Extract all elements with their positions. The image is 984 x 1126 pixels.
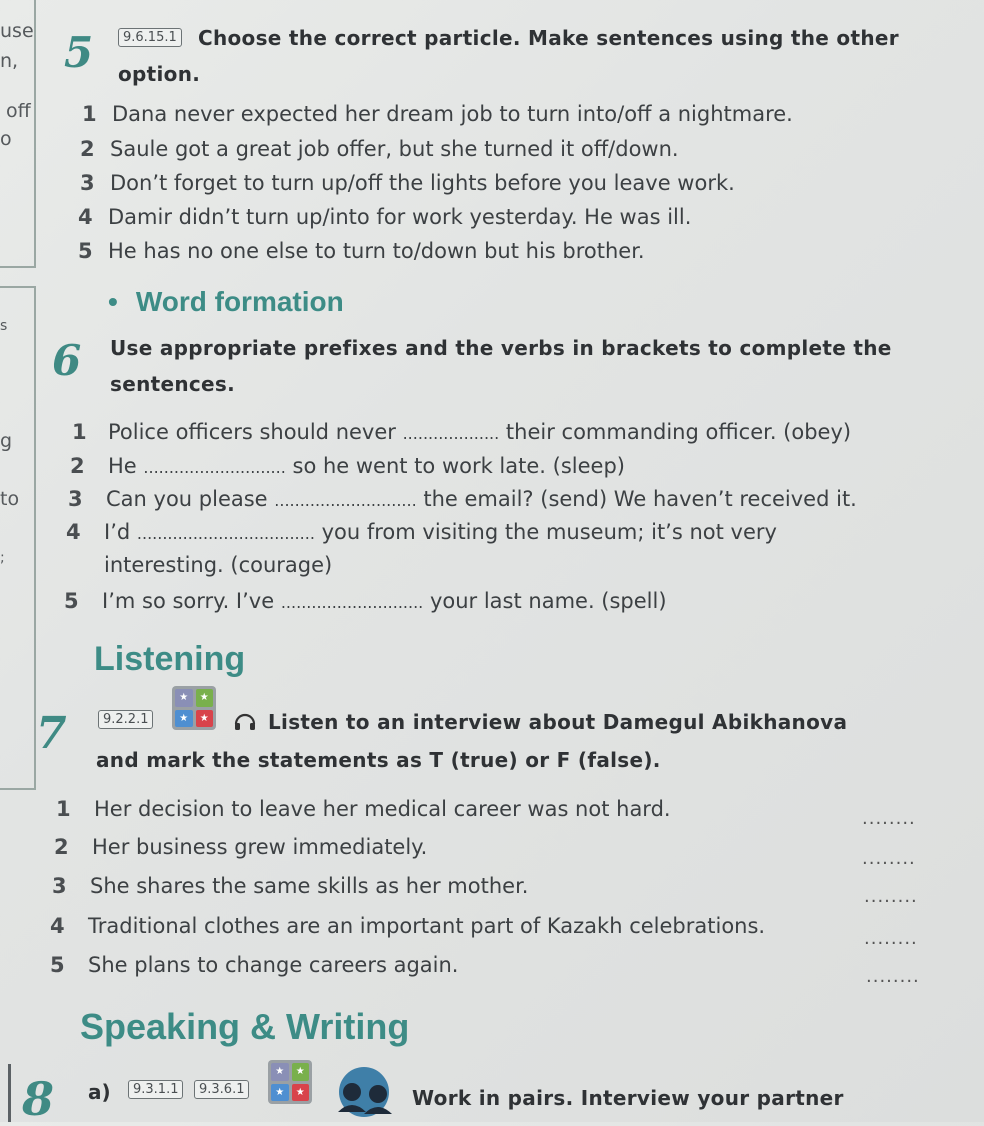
skills-badge: [268, 1060, 312, 1104]
exercise-8-part: a): [88, 1080, 111, 1104]
exercise-5-instruction: Choose the correct particle. Make sentences using the other: [198, 26, 899, 50]
exercise-6-instruction: Use appropriate prefixes and the verbs in brackets to complete the: [110, 336, 892, 360]
exercise-5-item: 2 Saule got a great job offer, but she turned it off/down.: [80, 137, 679, 161]
exercise-7-code: 9.2.2.1: [98, 710, 153, 729]
star-icon: ★: [175, 710, 193, 728]
exercise-5-code: 9.6.15.1: [118, 28, 182, 47]
exercise-7-item: 3 She shares the same skills as her mother.: [52, 874, 529, 898]
skills-badge: [172, 686, 216, 730]
margin-fragment: o: [0, 128, 12, 150]
exercise-6-item: 1 Police officers should never ................... their commanding officer. (obey): [72, 420, 852, 444]
exercise-6-item: 3 Can you please ............................ the email? (send) We haven’t received it.: [68, 487, 857, 511]
star-icon: ★: [292, 1063, 310, 1081]
exercise-8-code-2: 9.3.6.1: [194, 1080, 249, 1099]
answer-blank[interactable]: ........: [862, 808, 916, 829]
exercise-5-number: 5: [64, 28, 94, 77]
word-formation-heading: • Word formation: [108, 286, 344, 317]
star-icon: ★: [175, 689, 193, 707]
margin-fragment: to: [0, 488, 20, 510]
star-icon: ★: [196, 689, 214, 707]
margin-fragment: ;: [0, 550, 5, 566]
margin-fragment: use: [0, 20, 34, 42]
margin-fragment: off: [6, 100, 31, 122]
exercise-6-item: 4 I’d ................................... you from visiting the museum; it’s not very: [66, 520, 777, 544]
answer-blank[interactable]: ........: [866, 966, 920, 987]
exercise-6-item: 5 I’m so sorry. I’ve ............................ your last name. (spell): [64, 589, 667, 613]
exercise-7-item: 5 She plans to change careers again.: [50, 953, 459, 977]
headphones-icon: [232, 708, 258, 734]
star-icon: ★: [292, 1084, 310, 1102]
exercise-7-instruction-cont: and mark the statements as T (true) or F (false).: [96, 748, 661, 772]
exercise-5-item: 3 Don’t forget to turn up/off the lights before you leave work.: [80, 171, 735, 195]
exercise-6-instruction-cont: sentences.: [110, 372, 235, 396]
exercise-5-item: 5 He has no one else to turn to/down but his brother.: [78, 239, 645, 263]
margin-fragment: g: [0, 430, 13, 452]
exercise-6-item-continued: interesting. (courage): [104, 553, 333, 577]
exercise-6-item: 2 He ............................ so he went to work late. (sleep): [70, 454, 625, 478]
listening-heading: Listening: [94, 640, 246, 678]
margin-rule: [8, 1064, 11, 1122]
exercise-5-instruction-cont: option.: [118, 62, 201, 86]
answer-blank[interactable]: ........: [862, 848, 916, 869]
pair-work-icon: [328, 1062, 404, 1118]
exercise-7-item: 2 Her business grew immediately.: [54, 835, 428, 859]
margin-frame-top: [0, 0, 36, 268]
exercise-5-item: 1 Dana never expected her dream job to turn into/off a nightmare.: [82, 102, 793, 126]
answer-blank[interactable]: ........: [864, 886, 918, 907]
exercise-7-item: 4 Traditional clothes are an important part of Kazakh celebrations.: [50, 914, 766, 938]
exercise-7-item: 1 Her decision to leave her medical career was not hard.: [56, 797, 671, 821]
exercise-6-number: 6: [52, 336, 82, 385]
star-icon: ★: [271, 1084, 289, 1102]
exercise-7-instruction: Listen to an interview about Damegul Abikhanova: [268, 710, 848, 734]
margin-frame-middle: [0, 286, 36, 790]
star-icon: ★: [196, 710, 214, 728]
exercise-8-instruction: Work in pairs. Interview your partner: [412, 1086, 844, 1110]
exercise-5-item: 4 Damir didn’t turn up/into for work yesterday. He was ill.: [78, 205, 692, 229]
margin-fragment: n,: [0, 50, 19, 72]
star-icon: ★: [271, 1063, 289, 1081]
margin-fragment: s: [0, 318, 8, 334]
exercise-7-number: 7: [36, 708, 67, 759]
exercise-8-number: 8: [22, 1072, 55, 1126]
speaking-writing-heading: Speaking & Writing: [80, 1006, 410, 1047]
answer-blank[interactable]: ........: [864, 928, 918, 949]
exercise-8-code-1: 9.3.1.1: [128, 1080, 183, 1099]
